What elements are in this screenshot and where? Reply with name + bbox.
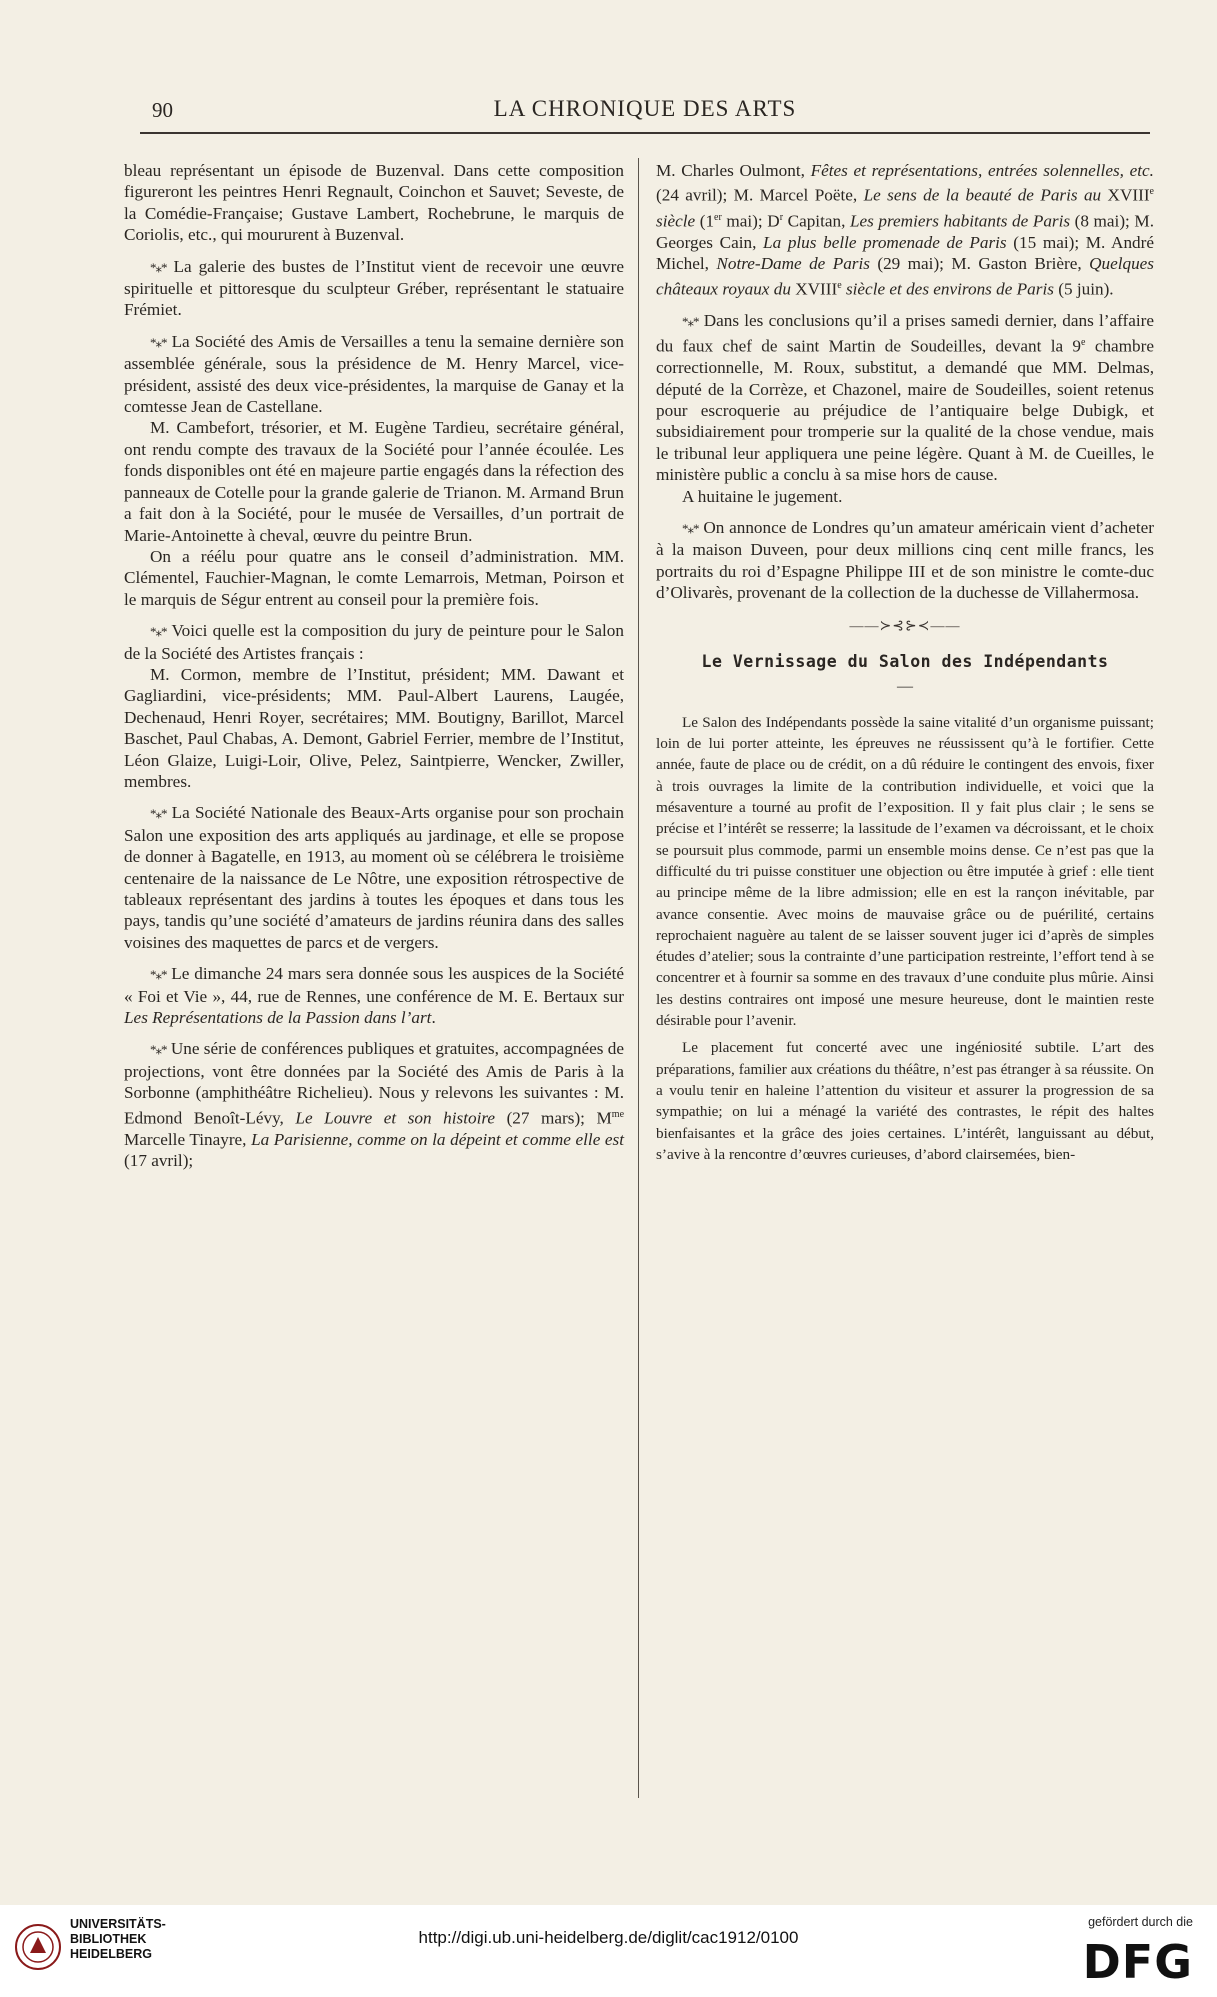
paragraph-text: Le dimanche 24 mars sera donnée sous les auspices de la Société « Foi et Vie », 44, rue de Rennes, une conférence de M. E. Bertaux sur — [124, 964, 624, 1006]
asterism-icon: *⁎* — [150, 624, 167, 640]
asterism-icon: *⁎* — [682, 313, 699, 329]
dfg-logo: DFG — [1082, 1935, 1193, 1989]
library-line: HEIDELBERG — [70, 1947, 152, 1961]
lecture-title: Les Représentations de la Passion dans l’art — [124, 1008, 432, 1028]
library-line: BIBLIOTHEK — [70, 1932, 147, 1946]
lecture-title: Fêtes et représentations, entrées solennelles, etc. — [810, 161, 1154, 180]
asterism-icon: *⁎* — [150, 967, 167, 983]
paragraph: A huitaine le jugement. — [682, 486, 843, 506]
asterism-icon: *⁎* — [150, 259, 167, 275]
article-body — [656, 712, 1154, 1165]
source-url-link[interactable]: http://digi.ub.uni-heidelberg.de/diglit/cac1912/0100 — [418, 1928, 799, 1947]
news-item — [124, 331, 624, 418]
paragraph-text: (17 avril); — [124, 1151, 194, 1171]
news-item — [124, 620, 624, 664]
column-divider — [638, 158, 639, 1798]
funding-note: gefördert durch die — [1088, 1915, 1193, 1929]
paragraph-text: La galerie des bustes de l’Institut vient de recevoir une œuvre spirituelle et pittoresque du sculpteur Gréber, représentant le statuaire Frémiet. — [124, 256, 624, 320]
paragraph: bleau représentant un épisode de Buzenval. Dans cette composition figureront les peintres Henri Regnault, Coinchon et Sauvet; Seveste, de la Comédie-Française; Gustave Lambert, Rochebrune, le marquis de Coriolis, etc., qui moururent à Buzenval. — [124, 161, 624, 245]
title-dash: — — [897, 678, 913, 696]
paragraph-text: La Société des Amis de Versailles a tenu la semaine dernière son assemblée générale, sous la présidence de M. Henry Marcel, vice-président, assisté des deux vice-présidentes, la marquise de Ganay et la comtesse Jean de Castellane. — [124, 331, 624, 417]
news-item: *⁎* Dans les conclusions qu’il a prises samedi dernier, dans l’affaire du faux chef de saint Martin de Soudeilles, devant la 9e chambre correctionnelle, M. Roux, substitut, a demandé que MM. Delmas, député de la Corrèze, et Chazonel, maire de Soudeilles, soient retenus pour escroquerie au préjudice de l’antiquaire belge Dubigk, et subsidiairement pour tromperie sur la qualité de la chose vendue, mais le tribunal leur appliquera une peine légère. Quant à M. de Cueilles, le ministère public a conclu à sa mise hors de cause. — [656, 310, 1155, 485]
paragraph: M. Charles Oulmont, Fêtes et représentations, entrées solennelles, etc. (24 avril); M. Marcel Poëte, Le sens de la beauté de Paris au XVIIIe siècle (1er mai); $D^r$ Capitan, Les premiers habitants de Paris (8 mai); M. Georges Cain, La plus belle promenade de Paris (15 mai); M. André Michel, Notre-Dame de Paris (29 mai); M. Gaston Brière, Quelques châteaux royaux du XVIIIe siècle et des environs de Paris (5 juin). — [656, 161, 1154, 299]
news-item: *⁎* Le dimanche 24 mars sera donnée sous les auspices de la Société « Foi et Vie », 44, rue de Rennes, une conférence de M. E. Bertaux sur Les Représentations de la Passion dans l’art. — [124, 964, 624, 1028]
article-title: Le Vernissage du Salon des Indépendants — [701, 652, 1109, 672]
paragraph-text: On annonce de Londres qu’un amateur américain vient d’acheter à la maison Duveen, pour deux millions cinq cent mille francs, les portraits du roi d’Espagne Philippe III et de son ministre le comte-duc d’Olivarès, provenant de la collection de la duchesse de Villahermosa. — [656, 518, 1154, 603]
news-item — [656, 517, 1154, 604]
lecture-title: Quelques châteaux royaux du — [656, 254, 1154, 299]
paragraph-text: Une série de conférences publiques et gratuites, accompagnées de projections, vont être données par la Société des Amis de Paris à la Sorbonne (amphithéâtre Richelieu). Nous y relevons les suivantes : M. Edmond Benoît-Lévy, — [124, 1039, 625, 1128]
paragraph-text: Voici quelle est la composition du jury de peinture pour le Salon de la Société des Artistes français : — [124, 621, 624, 663]
news-item — [124, 802, 624, 953]
paragraph-text: La Société Nationale des Beaux-Arts organise pour son prochain Salon une exposition des arts appliqués au jardinage, et elle se propose de donner à Bagatelle, en 1913, au moment où se célébrera le troisième centenaire de la naissance de Le Nôtre, une exposition rétrospective de tableaux représentant des jardins à toutes les époques et dans tous les pays, tandis qu’une société d’amateurs de jardins réunira dans des salles voisines des maquettes de parcs et de vergers. — [124, 803, 624, 952]
asterism-icon: *⁎* — [150, 1042, 167, 1058]
page-number: 90 — [152, 98, 173, 122]
right-column — [656, 160, 1154, 1171]
asterism-icon: *⁎* — [150, 806, 167, 822]
paragraph-text: Marcelle Tinayre, — [124, 1129, 252, 1149]
paragraph: Le placement fut concerté avec une ingéniosité subtile. L’art des préparations, familier aux créations du théâtre, n’est pas étranger à sa réussite. On a voulu tenir en haleine l’attention du visiteur et assurer la progression de sa sympathie; on lui a ménagé la variété des contrastes, le répit des haltes bienfaisantes et la grâce des joies certaines. L’intérêt, languissant au début, s’avive à la rencontre d’œuvres curieuses, d’abord clairsemées, bien- — [656, 1039, 1154, 1163]
paragraph: M. Cambefort, trésorier, et M. Eugène Tardieu, secrétaire général, ont rendu compte des travaux de la Société pour l’année écoulée. Les fonds disponibles ont été en majeure partie engagés dans la réfection des panneaux de Cotelle pour la grande galerie de Trianon. M. Armand Brun a fait don à la Société, pour le musée de Versailles, d’un portrait de Marie-Antoinette à cheval, œuvre du peintre Brun. — [124, 418, 624, 545]
lecture-title: La Parisienne, comme on la dépeint et comme elle est — [251, 1129, 624, 1149]
ornament-divider: ——≻⊰⊱≺—— — [849, 618, 961, 634]
lecture-title: La plus belle promenade de Paris — [763, 232, 1007, 252]
lecture-title: Les premiers habitants de Paris — [849, 211, 1071, 231]
lecture-title: Notre-Dame de Paris — [716, 254, 870, 274]
superscript: me — [611, 1108, 625, 1120]
asterism-icon: *⁎* — [150, 334, 167, 350]
header-rule — [140, 132, 1150, 134]
paragraph-text: (27 mars); M — [495, 1108, 612, 1128]
library-line: UNIVERSITÄTS- — [70, 1917, 166, 1931]
paragraph: Le Salon des Indépendants possède la saine vitalité d’un organisme puissant; loin de lui porter atteinte, les épreuves ne réussissent qu’à le fortifier. Cette année, faute de place ou de crédit, on a dû réduire le contingent des envois, fixer à trois ouvrages la limite de la contribution individuelle, et voici que la mésaventure a tourné au profit de l’exposition. Il y fait plus clair ; le sens se précise et l’intérêt se resserre; la lassitude de l’examen va décroissant, et le choix se poursuit plus commode, parmi un ensemble moins dense. Ce n’est pas que la difficulté du tri puisse constituer une objection ou être imputée à grief : elle tient au principe même de la libre admission; elle en est la rançon inévitable, par avance consentie. Avec moins de mauvaise grâce ou de puérilité, certains reprochaient naguère au talent de se laisser souvent juger ici d’après de simples études d’atelier; sous la contrainte d’une participation restreinte, l’effort tend à se concentrer et à fournir sa somme en des travaux d’une conduite plus mûrie. Ainsi les destins contraires ont imposé une mesure heureuse, dont le maintien reste désirable pour l’avenir. — [656, 713, 1154, 1030]
asterism-icon: *⁎* — [682, 521, 699, 537]
news-item — [124, 1038, 624, 1171]
digitization-footer — [0, 1905, 1217, 1997]
journal-title: LA CHRONIQUE DES ARTS — [493, 96, 797, 121]
lecture-title: Le sens de la beauté de Paris au — [863, 186, 1102, 206]
left-column — [124, 160, 624, 1182]
paragraph: On a réélu pour quatre ans le conseil d’administration. MM. Clémentel, Fauchier-Magnan, le comte Lemarrois, Metman, Poirson et le marquis de Ségur entrent au conseil pour la première fois. — [124, 546, 624, 609]
paragraph: M. Cormon, membre de l’Institut, président; MM. Dawant et Gagliardini, vice-présidents; MM. Paul-Albert Laurens, Laugée, Dechenaud, Henri Royer, secrétaires; MM. Boutigny, Barillot, Marcel Baschet, Paul Chabas, A. Demont, Gabriel Ferrier, membre de l’Institut, Léon Glaize, Luigi-Loir, Olive, Pelez, Saintpierre, Wencker, Zwiller, membres. — [124, 664, 624, 791]
running-head — [140, 96, 1150, 126]
news-item — [124, 256, 624, 321]
lecture-title: Le Louvre et son histoire — [295, 1108, 496, 1128]
